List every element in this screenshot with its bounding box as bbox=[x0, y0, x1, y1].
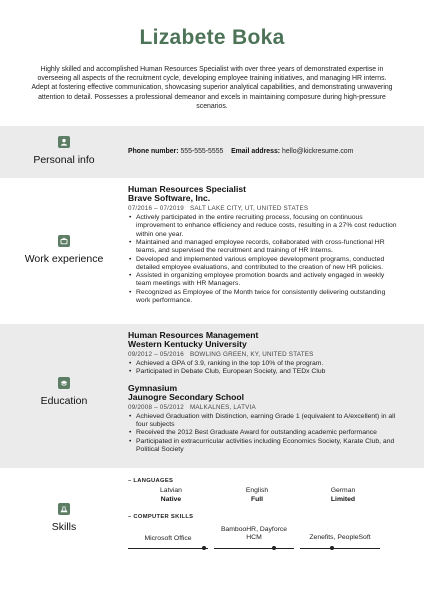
computer-skills-list bbox=[128, 526, 398, 556]
school-name: Jaunogre Secondary School bbox=[128, 392, 245, 403]
languages-heading: – LANGUAGES bbox=[128, 478, 174, 484]
job-location: SALT LAKE CITY, UT, UNITED STATES bbox=[189, 204, 309, 212]
email-value: hello@kickresume.com bbox=[282, 148, 354, 155]
school-name: Western Kentucky University bbox=[128, 339, 247, 350]
skill-bar bbox=[300, 548, 380, 549]
degree-name: Gymnasium bbox=[128, 382, 178, 393]
languages-list bbox=[128, 487, 398, 504]
education-location: BOWLING GREEN, KY, UNITED STATES bbox=[189, 350, 314, 358]
skill-level-marker bbox=[272, 546, 276, 550]
briefcase-icon bbox=[58, 235, 70, 247]
education-dates: 09/2008 – 05/2012 bbox=[128, 403, 184, 411]
job-dates: 07/2016 – 07/2019 bbox=[128, 204, 184, 212]
list-item: • Participated in extracurricular activities including Economics Society, Karate Club, and Political Society bbox=[128, 438, 398, 455]
education-entries bbox=[128, 331, 398, 454]
language-name: German bbox=[330, 487, 356, 495]
education-bullets bbox=[128, 360, 398, 377]
education-meta bbox=[128, 404, 398, 412]
language-name: Latvian bbox=[160, 487, 182, 495]
skill-bar bbox=[214, 548, 294, 549]
language-level: Limited bbox=[330, 495, 356, 503]
skill-name: Microsoft Office bbox=[144, 535, 192, 543]
job-company: Brave Software, Inc. bbox=[128, 193, 211, 204]
section-title: Education bbox=[40, 395, 88, 407]
work-experience-heading bbox=[0, 235, 128, 265]
skills-heading bbox=[0, 503, 128, 533]
language-level: Full bbox=[250, 495, 264, 503]
personal-info-section bbox=[0, 126, 424, 178]
education-entry bbox=[128, 384, 398, 455]
profile-summary: Highly skilled and accomplished Human Resources Specialist with over three years of demonstrated expertise in overseeing all aspects of the recruitment cycle, developing employee training initiatives, and managing HR interns. Adept at fostering effective communication, showcasing superior analytical capabilities, and demonstrating unwavering attention to detail. Possesses a professional demeanor and excels in maintaining composure during high-pressure scenarios. bbox=[31, 66, 393, 110]
education-entry bbox=[128, 331, 398, 377]
list-item: • Assisted in organizing employee promotion boards and actively engaged in weekly team meetings with HR Managers. bbox=[128, 272, 398, 289]
education-section bbox=[0, 324, 424, 468]
candidate-name: Lizabete Boka bbox=[139, 26, 285, 49]
education-location: MALKALNES, LATVIA bbox=[189, 403, 256, 411]
skill-name: BambooHR, Dayforce HCM bbox=[220, 525, 288, 541]
list-item: • Recognized as Employee of the Month twice for consistently delivering outstanding work performance. bbox=[128, 289, 398, 306]
section-title: Personal info bbox=[33, 154, 95, 166]
language-item bbox=[214, 487, 300, 504]
computer-skills-heading: – COMPUTER SKILLS bbox=[128, 514, 194, 521]
graduation-cap-icon bbox=[58, 377, 70, 389]
contact-line bbox=[128, 148, 398, 156]
section-title: Skills bbox=[51, 521, 77, 533]
flask-icon bbox=[58, 503, 70, 515]
skills-content bbox=[128, 477, 398, 556]
language-level: Native bbox=[160, 495, 182, 503]
skill-level-marker bbox=[202, 546, 206, 550]
language-item bbox=[300, 487, 386, 504]
list-item: • Received the 2012 Best Graduate Award for outstanding academic performance bbox=[128, 429, 398, 437]
language-name: English bbox=[245, 487, 269, 495]
email-label: Email address: bbox=[231, 148, 281, 155]
list-item: • Participated in Debate Club, European Society, and TEDx Club bbox=[128, 368, 398, 376]
skills-section bbox=[0, 468, 424, 600]
education-heading bbox=[0, 377, 128, 407]
skill-level-marker bbox=[330, 546, 334, 550]
skill-name: Zenefits, PeopleSoft bbox=[309, 533, 371, 541]
degree-name: Human Resources Management bbox=[128, 330, 259, 340]
person-icon bbox=[58, 136, 70, 148]
phone-value: 555-555-5555 bbox=[180, 148, 224, 155]
work-experience-section bbox=[0, 178, 424, 324]
list-item: • Achieved a GPA of 3.9, ranking in the top 10% of the program. bbox=[128, 360, 398, 368]
list-item: • Developed and implemented various employee development programs, conducted detailed employee evaluations, and contributed to the creation of new HR policies. bbox=[128, 256, 398, 273]
language-item bbox=[128, 487, 214, 504]
list-item: • Achieved Graduation with Distinction, earning Grade 1 (equivalent to A/excellent) in all four subjects bbox=[128, 413, 398, 430]
education-bullets bbox=[128, 413, 398, 454]
section-title: Work experience bbox=[24, 253, 104, 265]
job-meta bbox=[128, 205, 398, 213]
skill-bar bbox=[128, 548, 208, 549]
personal-info-heading bbox=[0, 136, 128, 166]
education-dates: 09/2012 – 05/2016 bbox=[128, 350, 184, 358]
job-bullets bbox=[128, 214, 398, 305]
job-role: Human Resources Specialist bbox=[128, 184, 246, 194]
education-meta bbox=[128, 351, 398, 359]
list-item: • Maintained and managed employee records, collaborated with cross-functional HR teams, and supervised the recruitment and training of HR Interns. bbox=[128, 239, 398, 256]
list-item: • Actively participated in the entire recruiting process, focusing on continuous improvement to enhance efficiency and reduce costs, resulting in a 27% cost reduction within one year. bbox=[128, 214, 398, 239]
job-entry bbox=[128, 185, 398, 305]
phone-label: Phone number: bbox=[128, 148, 179, 155]
